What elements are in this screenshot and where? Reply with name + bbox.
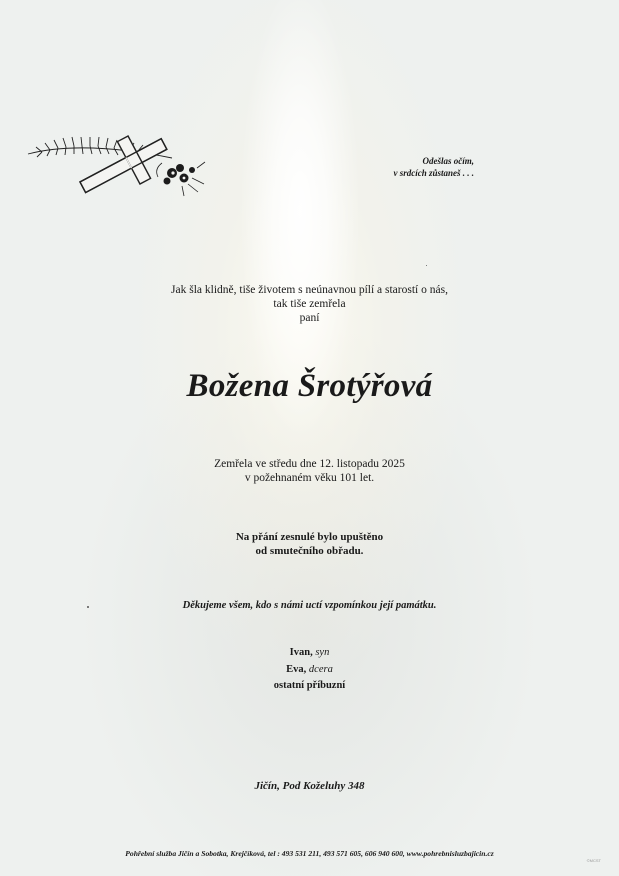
family-member <box>0 662 619 679</box>
death-line-2: v požehnaném věku 101 let. <box>244 472 375 484</box>
quote <box>393 155 474 179</box>
family-member <box>0 678 619 695</box>
place: Jičín, Pod Koželuhy 348 <box>254 780 365 792</box>
death-notice <box>0 457 619 485</box>
cross-palm-icon <box>22 118 212 203</box>
thanks-text: Děkujeme všem, kdo s námi uctí vzpomínkou její památku. <box>182 600 437 611</box>
intro-line-1: Jak šla klidně, tiše životem s neúnavnou pílí a starostí o nás, <box>171 284 448 296</box>
family-member-relation: syn <box>315 647 330 658</box>
wish-notice <box>0 530 619 558</box>
quote-line-2: v srdcích zůstaneš . . . <box>393 168 474 178</box>
family-member-name: ostatní příbuzní <box>273 680 346 691</box>
wish-line-1: Na přání zesnulé bylo upuštěno <box>235 531 384 543</box>
scan-speck <box>426 265 427 266</box>
quote-line-1: Odešlas očím, <box>422 156 474 166</box>
death-line-1: Zemřela ve středu dne 12. listopadu 2025 <box>214 458 405 470</box>
intro-line-2: tak tiše zemřela <box>273 298 346 310</box>
family-member-name: Ivan, <box>289 647 313 658</box>
family-list <box>0 645 619 695</box>
family-member-relation: dcera <box>308 663 333 675</box>
wish-line-2: od smutečního obřadu. <box>255 545 364 557</box>
intro-text <box>0 283 619 325</box>
scan-speck <box>87 606 89 608</box>
family-member <box>0 645 619 662</box>
family-member-name: Eva, <box>286 663 307 675</box>
deceased-name: Božena Šrotýřová <box>186 368 433 404</box>
intro-line-3: paní <box>299 312 320 324</box>
footer-funeral-service: Pohřební služba Jičín a Sobotka, Krejčíková, tel : 493 531 211, 493 571 605, 606 940 600, www.pohrebnisluzbajicin.cz <box>125 849 494 858</box>
watermark: ©MCST <box>586 858 601 863</box>
